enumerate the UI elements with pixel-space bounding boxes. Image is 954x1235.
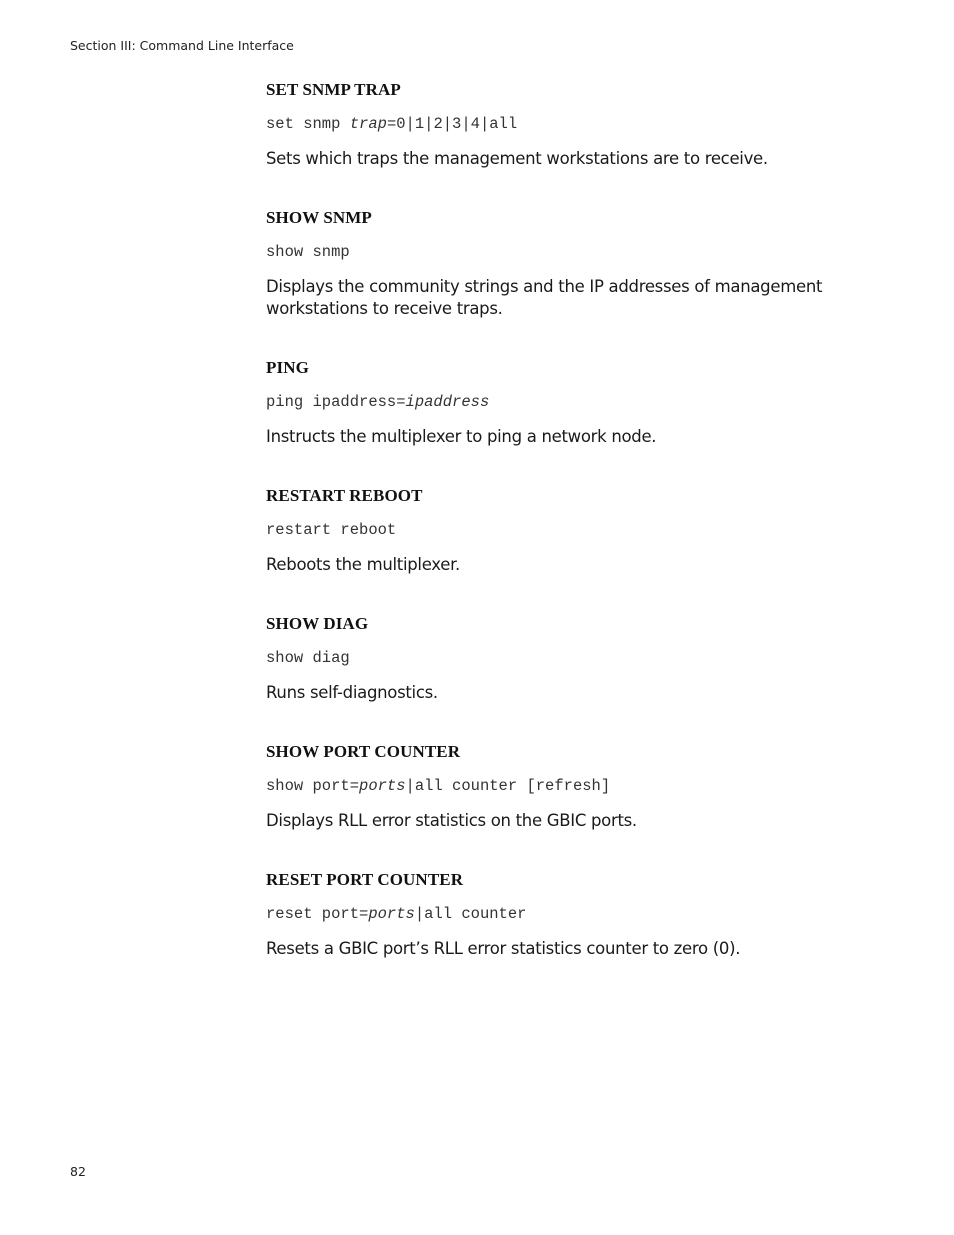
- command-syntax: [266, 520, 866, 540]
- command-syntax: [266, 904, 866, 924]
- syntax-parameter: trap: [349, 115, 387, 133]
- syntax-part: =0|1|2|3|4|all: [386, 115, 518, 133]
- command-description: Sets which traps the management workstations are to receive.: [266, 149, 768, 168]
- syntax-part: ping ipaddress=: [266, 393, 406, 411]
- command-title: SET SNMP TRAP: [266, 80, 401, 99]
- command-description: Displays the community strings and the IP addresses of management workstations to receive traps.: [266, 277, 823, 318]
- syntax-part: restart reboot: [266, 521, 397, 539]
- syntax-parameter: ipaddress: [405, 393, 490, 411]
- command-entry-restart-reboot: [266, 486, 866, 576]
- syntax-part: |all counter [refresh]: [405, 777, 611, 795]
- command-title: RESTART REBOOT: [266, 486, 423, 505]
- command-entry-show-diag: [266, 614, 866, 704]
- syntax-part: set snmp: [266, 115, 350, 133]
- command-syntax: [266, 648, 866, 668]
- command-title: SHOW PORT COUNTER: [266, 742, 461, 761]
- syntax-parameter: ports: [359, 777, 406, 795]
- command-title: RESET PORT COUNTER: [266, 870, 464, 889]
- page-number: 82: [70, 1164, 86, 1179]
- command-syntax: [266, 776, 866, 796]
- command-description: Displays RLL error statistics on the GBIC ports.: [266, 811, 637, 830]
- command-description: Resets a GBIC port’s RLL error statistics counter to zero (0).: [266, 939, 741, 958]
- syntax-part: show port=: [266, 777, 360, 795]
- command-entry-ping: [266, 358, 866, 448]
- command-syntax: [266, 392, 866, 412]
- command-title: SHOW SNMP: [266, 208, 372, 227]
- command-entry-show-snmp: [266, 208, 866, 320]
- command-title: SHOW DIAG: [266, 614, 369, 633]
- command-description: Instructs the multiplexer to ping a network node.: [266, 427, 657, 446]
- command-description: Reboots the multiplexer.: [266, 555, 460, 574]
- command-title: PING: [266, 358, 309, 377]
- syntax-part: show snmp: [266, 243, 350, 261]
- command-entry-set-snmp-trap: [266, 80, 866, 170]
- command-description: Runs self-diagnostics.: [266, 683, 438, 702]
- syntax-part: reset port=: [266, 905, 369, 923]
- syntax-parameter: ports: [368, 905, 415, 923]
- syntax-part: show diag: [266, 649, 350, 667]
- command-entry-reset-port-counter: [266, 870, 866, 960]
- command-syntax: [266, 242, 866, 262]
- command-entry-show-port-counter: [266, 742, 866, 832]
- syntax-part: |all counter: [414, 905, 527, 923]
- command-syntax: [266, 114, 866, 134]
- command-list: [266, 80, 866, 998]
- running-head: Section III: Command Line Interface: [70, 38, 294, 53]
